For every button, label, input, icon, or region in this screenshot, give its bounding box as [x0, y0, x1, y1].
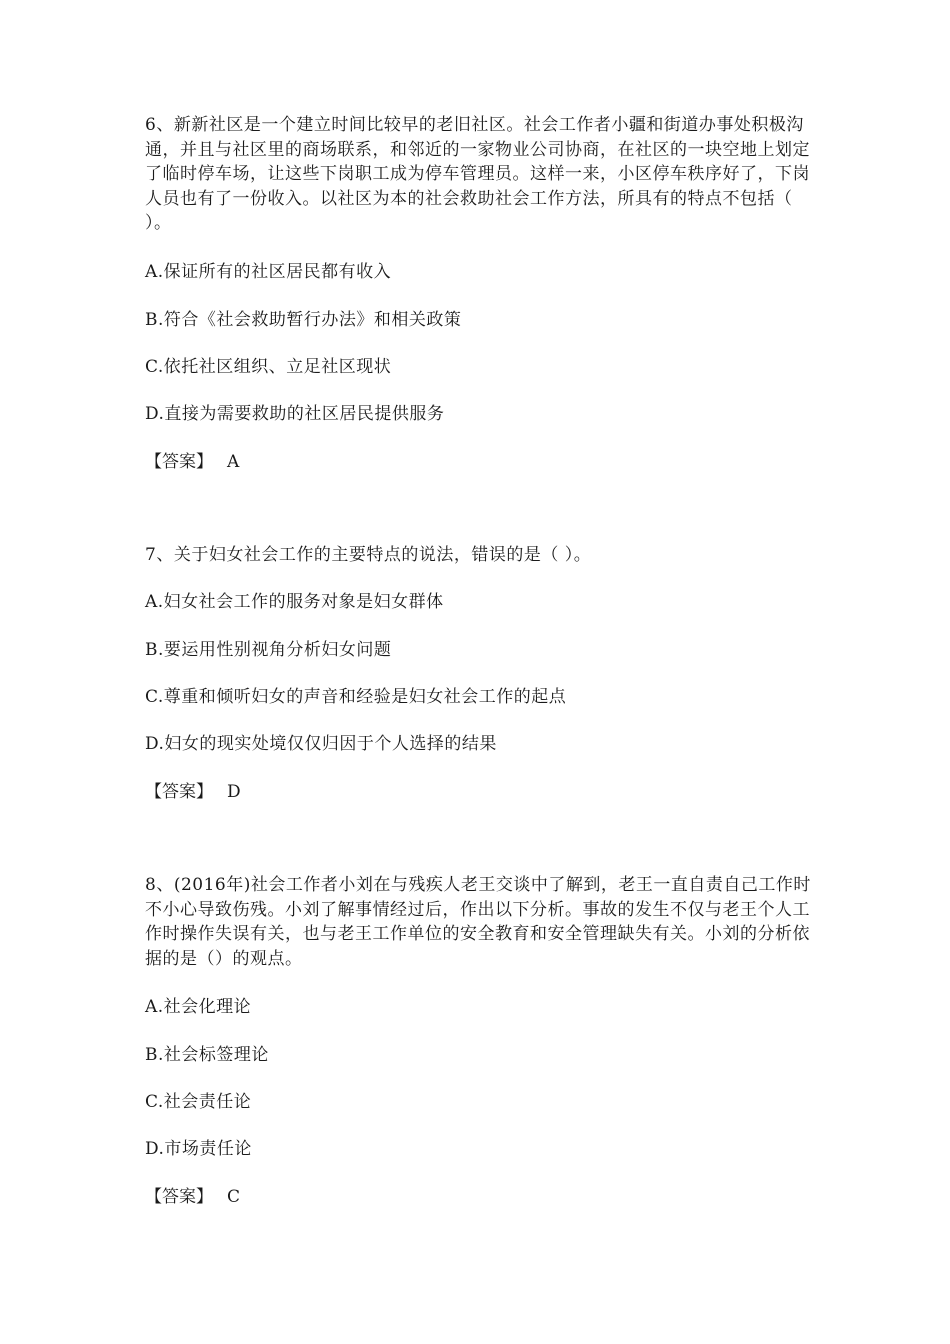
question-text: 6、新新社区是一个建立时间比较早的老旧社区。社会工作者小疆和街道办事处积极沟通，并且与社区里的商场联系，和邻近的一家物业公司协商，在社区的一块空地上划定了临时停车场，让这些下岗职工成为停车管理员。这样一来，小区停车秩序好了，下岗人员也有了一份收入。以社区为本的社会救助社会工作方法，所具有的特点不包括（ ）。	[145, 115, 810, 233]
answer-value: C	[227, 1187, 241, 1207]
question-text: 8、(2016年)社会工作者小刘在与残疾人老王交谈中了解到，老王一直自责自己工作时不小心导致伤残。小刘了解事情经过后，作出以下分析。事故的发生不仅与老王个人工作时操作失误有关，也与老王工作单位的安全教育和安全管理缺失有关。小刘的分析依据的是（）的观点。	[145, 875, 811, 969]
question-6	[145, 113, 815, 473]
question-8	[145, 873, 815, 1213]
answer-value: D	[227, 782, 241, 802]
answer-line	[145, 450, 239, 474]
question-7	[145, 543, 815, 803]
option-c: C.社会责任论	[145, 1092, 252, 1112]
option-d: D.妇女的现实处境仅仅归因于个人选择的结果	[145, 734, 497, 754]
answer-label: 【答案】	[145, 452, 213, 472]
answer-label: 【答案】	[145, 782, 213, 802]
answer-label: 【答案】	[145, 1187, 213, 1207]
option-d: D.直接为需要救助的社区居民提供服务	[145, 404, 445, 424]
option-a: A.保证所有的社区居民都有收入	[145, 262, 392, 282]
option-a: A.社会化理论	[145, 997, 252, 1017]
answer-line	[145, 780, 241, 804]
option-c: C.尊重和倾听妇女的声音和经验是妇女社会工作的起点	[145, 687, 567, 707]
option-d: D.市场责任论	[145, 1139, 252, 1159]
answer-line	[145, 1185, 240, 1209]
answer-value: A	[227, 452, 240, 472]
option-b: B.符合《社会救助暂行办法》和相关政策	[145, 310, 462, 330]
option-b: B.要运用性别视角分析妇女问题	[145, 640, 392, 660]
option-a: A.妇女社会工作的服务对象是妇女群体	[145, 592, 444, 612]
option-c: C.依托社区组织、立足社区现状	[145, 357, 392, 377]
question-text: 7、关于妇女社会工作的主要特点的说法，错误的是（ ）。	[145, 545, 592, 565]
option-b: B.社会标签理论	[145, 1045, 269, 1065]
